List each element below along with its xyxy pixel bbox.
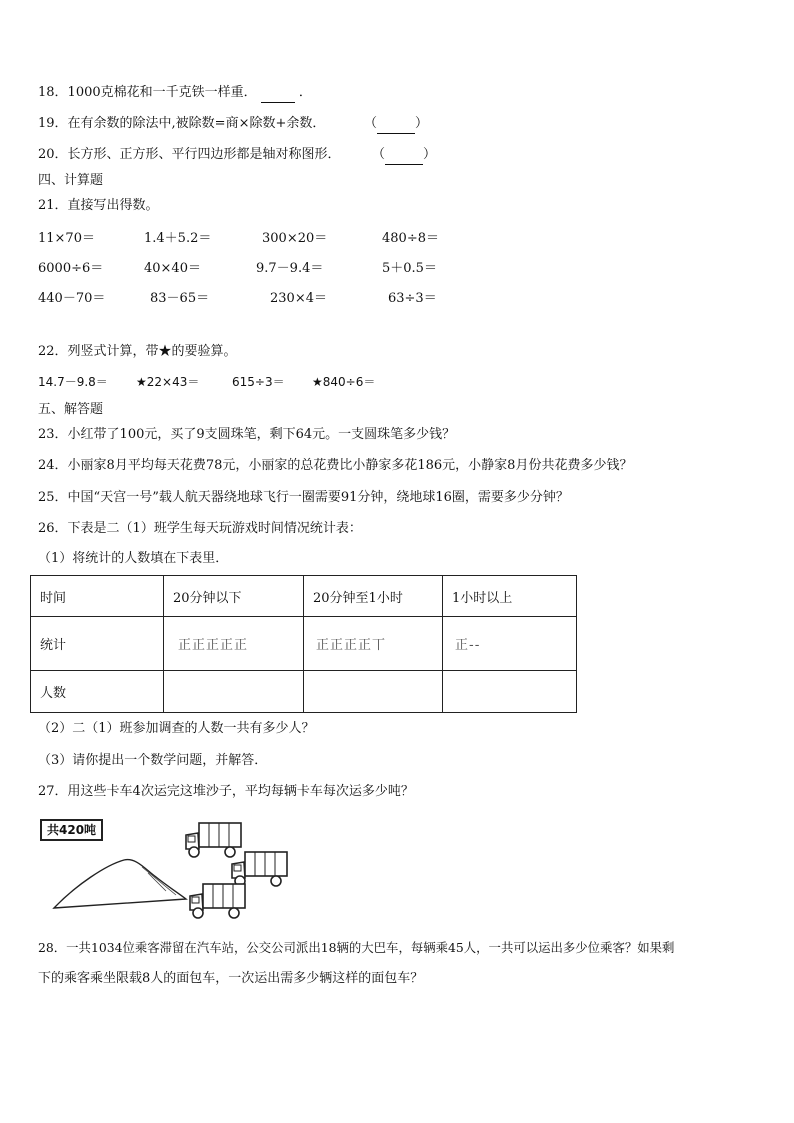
vertical-calc-item: 14.7－9.8＝: [38, 375, 108, 389]
question-28-line-2: 下的乘客乘坐限载8人的面包车，一次运出需多少辆这样的面包车？: [38, 971, 424, 986]
calc-item: 440－70＝: [38, 291, 106, 306]
calc-item: 5＋0.5＝: [382, 261, 437, 276]
question-21: 21．直接写出得数。: [38, 198, 159, 213]
calc-item: 11×70＝: [38, 231, 95, 246]
question-26-part-2: （2）二（1）班参加调查的人数一共有多少人？: [38, 721, 315, 736]
paren-left: （: [372, 147, 386, 162]
table-header-row: [31, 576, 577, 617]
calc-item: 1.4＋5.2＝: [144, 231, 212, 246]
answer-blank-20[interactable]: [385, 146, 423, 165]
calc-item: 40×40＝: [144, 261, 201, 276]
question-19: [38, 115, 429, 133]
row-label: 统计: [31, 617, 164, 671]
question-20: [38, 146, 437, 164]
paren-right: ）: [423, 147, 437, 162]
section-heading-5: 五、解答题: [38, 402, 104, 417]
table-header-cell: 时间: [31, 576, 164, 617]
total-weight-label: 共420吨: [40, 819, 103, 841]
question-28-line-1: 28．一共1034位乘客滞留在汽车站，公交公司派出18辆的大巴车，每辆乘45人，一共可以运出多少位乘客？如果剩: [38, 940, 675, 955]
question-18: [38, 84, 312, 103]
vertical-calc-item: ★22×43＝: [136, 375, 200, 389]
calc-item: 230×4＝: [270, 291, 327, 306]
answer-paren-20[interactable]: [372, 146, 436, 165]
tally-cell: 正正正正正: [164, 617, 304, 671]
calc-item: 83－65＝: [150, 291, 210, 306]
table-header-cell: 20分钟以下: [164, 576, 304, 617]
table-count-row: [31, 671, 577, 713]
question-27: 27．用这些卡车4次运完这堆沙子，平均每辆卡车每次运多少吨？: [38, 784, 414, 799]
calc-item: 6000÷6＝: [38, 261, 104, 276]
answer-blank-19[interactable]: [377, 115, 415, 134]
vertical-calc-item: 615÷3＝: [232, 375, 285, 389]
question-23: 23．小红带了100元，买了9支圆珠笔，剩下64元。一支圆珠笔多少钱？: [38, 427, 456, 442]
calc-item: 63÷3＝: [388, 291, 437, 306]
table-header-cell: 20分钟至1小时: [304, 576, 443, 617]
count-input-cell[interactable]: [443, 671, 577, 713]
question-22: 22．列竖式计算，带★的要验算。: [38, 344, 237, 359]
tally-cell: 正正正正丅: [304, 617, 443, 671]
section-heading-4: 四、计算题: [38, 173, 104, 188]
question-18-text: 18．1000克棉花和一千克铁一样重．: [38, 85, 257, 100]
calc-item: 480÷8＝: [382, 231, 439, 246]
question-26: 26．下表是二（1）班学生每天玩游戏时间情况统计表：: [38, 521, 362, 536]
calc-item: 300×20＝: [262, 231, 328, 246]
statistics-table: [30, 575, 577, 713]
count-input-cell[interactable]: [304, 671, 443, 713]
table-header-cell: 1小时以上: [443, 576, 577, 617]
question-18-end: ．: [298, 85, 312, 100]
vertical-calc-item: ★840÷6＝: [312, 375, 376, 389]
paren-left: （: [364, 116, 378, 131]
question-26-part-3: （3）请你提出一个数学问题，并解答．: [38, 753, 268, 768]
question-26-part-1: （1）将统计的人数填在下表里．: [38, 551, 229, 566]
calc-item: 9.7－9.4＝: [256, 261, 324, 276]
question-24: 24．小丽家8月平均每天花费78元，小丽家的总花费比小静家多花186元，小静家8月份共花费多少钱？: [38, 458, 633, 473]
paren-right: ）: [415, 116, 429, 131]
row-label: 人数: [31, 671, 164, 713]
truck-icon: [188, 882, 248, 920]
question-25: 25．中国“天宫一号”载人航天器绕地球飞行一圈需要91分钟，绕地球16圈，需要多少分钟？: [38, 490, 569, 505]
answer-blank-18[interactable]: [261, 84, 295, 103]
answer-paren-19[interactable]: [364, 115, 428, 134]
table-tally-row: [31, 617, 577, 671]
tally-cell: 正--: [443, 617, 577, 671]
question-20-text: 20．长方形、正方形、平行四边形都是轴对称图形．: [38, 147, 341, 162]
question-19-text: 19．在有余数的除法中,被除数=商×除数+余数．: [38, 116, 326, 131]
count-input-cell[interactable]: [164, 671, 304, 713]
